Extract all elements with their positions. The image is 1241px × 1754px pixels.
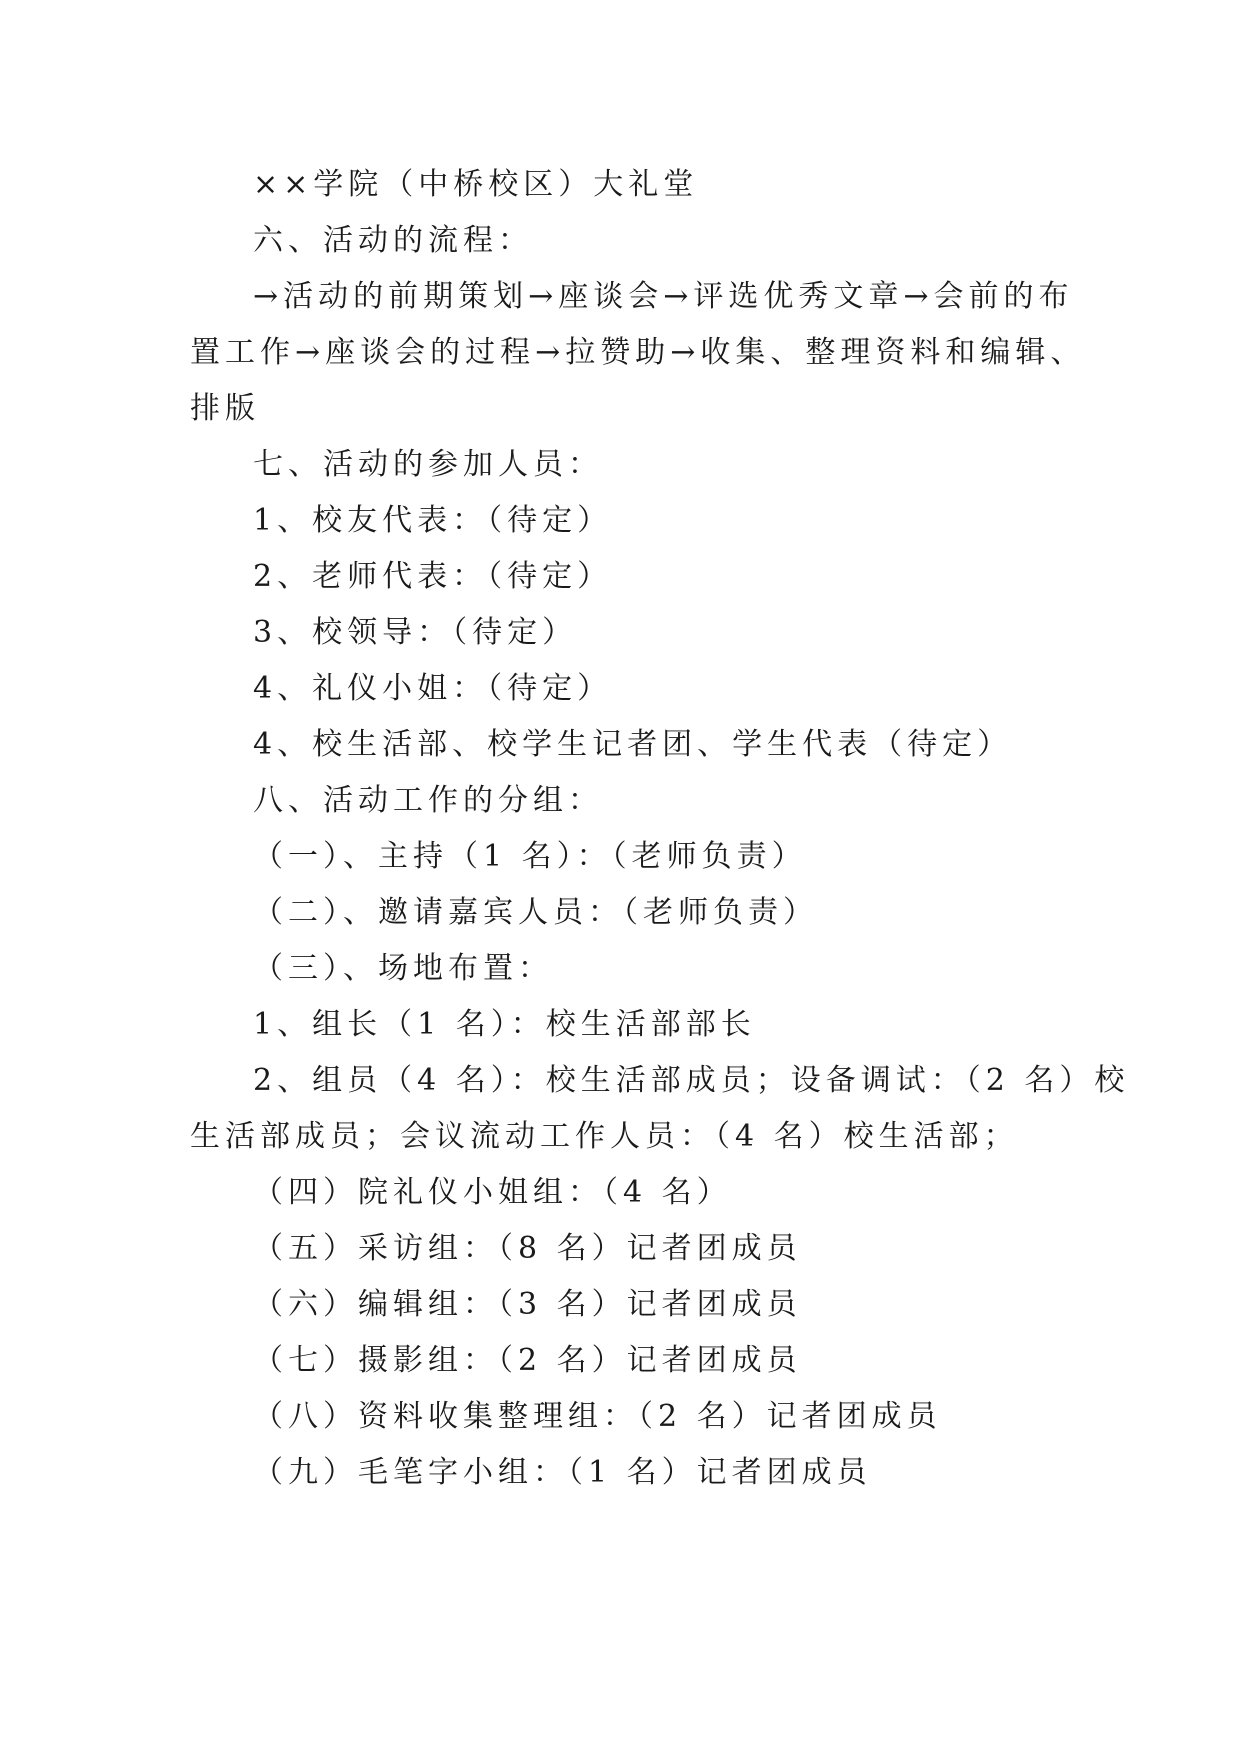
list-item: （三）、场地布置： — [253, 951, 553, 986]
section-heading-flow: 六、活动的流程： — [253, 223, 533, 258]
section-heading-participants: 七、活动的参加人员： — [253, 447, 603, 482]
list-item: （五）采访组：（8 名）记者团成员 — [253, 1231, 802, 1266]
flow-text-line: 置工作→座谈会的过程→拉赞助→收集、整理资料和编辑、 — [190, 335, 1086, 370]
list-item: 3、校领导：（待定） — [253, 615, 578, 650]
list-item: 1、校友代表：（待定） — [253, 503, 613, 538]
list-item: 4、校生活部、校学生记者团、学生代表（待定） — [253, 727, 1013, 762]
flow-text-line: →活动的前期策划→座谈会→评选优秀文章→会前的布 — [253, 279, 1074, 314]
list-item: （八）资料收集整理组：（2 名）记者团成员 — [253, 1399, 942, 1434]
list-item: 4、礼仪小姐：（待定） — [253, 671, 613, 706]
list-item: （七）摄影组：（2 名）记者团成员 — [253, 1343, 802, 1378]
list-item: （四）院礼仪小姐组：（4 名） — [253, 1175, 732, 1210]
list-item: 1、组长（1 名）：校生活部部长 — [253, 1007, 756, 1042]
venue-line: ××学院（中桥校区）大礼堂 — [253, 167, 699, 202]
list-item: 2、老师代表：（待定） — [253, 559, 613, 594]
list-item: （二）、邀请嘉宾人员：（老师负责） — [253, 895, 818, 930]
flow-text-line: 排版 — [190, 391, 260, 426]
list-item: 2、组员（4 名）：校生活部成员；设备调试：（2 名）校 — [253, 1063, 1130, 1098]
list-item: （一）、主持（1 名）：（老师负责） — [253, 839, 807, 874]
list-item: （六）编辑组：（3 名）记者团成员 — [253, 1287, 802, 1322]
list-item: （九）毛笔字小组：（1 名）记者团成员 — [253, 1455, 872, 1490]
list-item-continuation: 生活部成员；会议流动工作人员：（4 名）校生活部； — [190, 1119, 1019, 1154]
section-heading-groups: 八、活动工作的分组： — [253, 783, 603, 818]
